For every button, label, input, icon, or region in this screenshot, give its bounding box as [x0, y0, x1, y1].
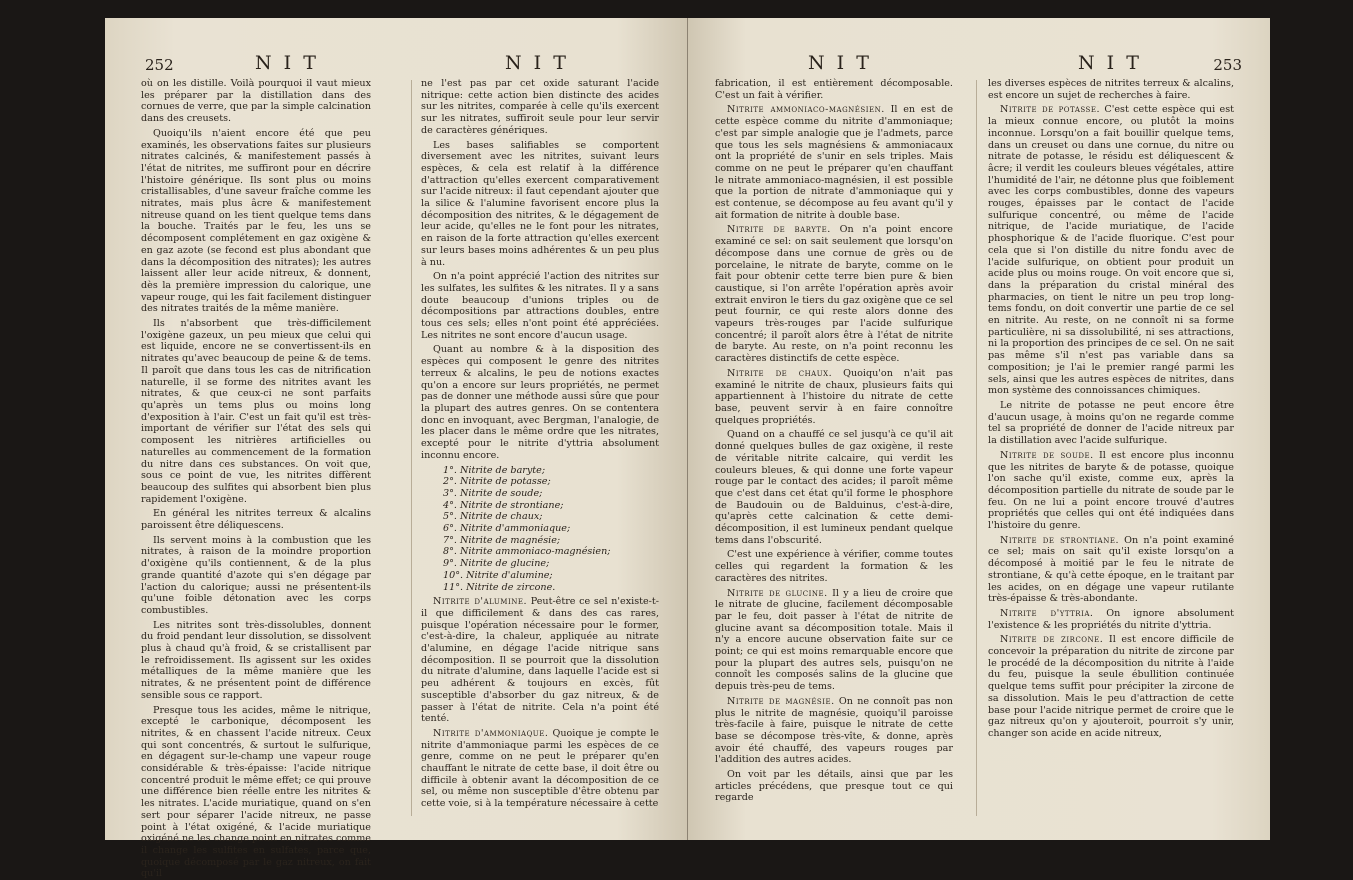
- entry-text: Peut-être ce sel n'existe-t-il que difficilement & dans des cas rares, puisque l'opération nécessaire pour le former, c'est-à-dire, la chaleur, appliquée au nitrate d'alumine, en dégage l'acide nitrique sans décomposition. Il se pourroit que la dissolution du nitrate d'alumine, dans laquelle l'acide est si peu adhérent & toujours en excès, fût susceptible d'absorber du gaz nitreux, & de passer à l'état de nitrite. Cela n'a point été tenté.: [421, 596, 659, 725]
- list-item: 1°. Nitrite de baryte;: [443, 464, 546, 476]
- entry-heading: Nitrite de chaux.: [727, 367, 833, 379]
- head-word: N I T: [255, 52, 319, 74]
- column-rule: [976, 80, 977, 816]
- paragraph: fabrication, il est entièrement décomposable. C'est un fait à vérifier.: [715, 78, 953, 101]
- right-page: [688, 18, 1270, 840]
- running-head: [105, 52, 687, 76]
- head-word: N I T: [808, 52, 872, 74]
- head-word: N I T: [1078, 52, 1142, 74]
- list-item: 2°. Nitrite de potasse;: [443, 476, 551, 488]
- entry-heading: Nitrite ammoniaco-magnésien.: [727, 104, 885, 116]
- entry-heading: Nitrite de glucine.: [727, 587, 828, 599]
- paragraph: Le nitrite de potasse ne peut encore être d'aucun usage, à moins qu'on ne regarde comme tel sa propriété de donner de l'acide nitreux par la distillation avec l'acide sulfurique.: [988, 399, 1234, 447]
- entry-heading: Nitrite de soude.: [1000, 449, 1094, 461]
- list-item: 9°. Nitrite de glucine;: [443, 558, 550, 570]
- entry-paragraph: [715, 224, 953, 364]
- entry-paragraph: [715, 104, 953, 221]
- paragraph: Les nitrites sont très-dissolubles, donnent du froid pendant leur dissolution, se dissolvent plus à chaud qu'à froid, & se cristallisent par le refroidissement. Ils agissent sur les oxides métalliques de la même manière que les nitrates, & ne présentent point de différence sensible sous ce rapport.: [141, 619, 371, 701]
- paragraph: On n'a point apprécié l'action des nitrites sur les sulfates, les sulfites & les nitrates. Il y a sans doute beaucoup d'unions triples ou de décompositions par attractions doubles, entre tous ces sels; elles n'ont point été appréciées. Les nitrites ne sont encore d'aucun usage.: [421, 271, 659, 341]
- paragraph: ne l'est pas par cet oxide saturant l'acide nitrique: cette action bien distincte des acides sur les nitrites, comparée à celle qu'ils exercent sur les nitrates, suffiroit seule pour leur servir de caractères génériques.: [421, 78, 659, 136]
- paragraph: Les bases salifiables se comportent diversement avec les nitrites, suivant leurs espèces, & cela est relatif à la différence d'attraction qu'elles exercent comparativement sur l'acide nitreux: il faut cependant ajouter que la silice & l'alumine favorisent encore plus la décomposition des nitrites, & le dégagement de leur acide, qu'elles ne le font pour les nitrates, en raison de la forte attraction qu'elles exercent sur leurs bases moins adhérentes & un peu plus à nu.: [421, 139, 659, 268]
- entry-heading: Nitrite d'yttria.: [1000, 607, 1094, 619]
- entry-text: Il en est de cette espèce comme du nitrite d'ammoniaque; c'est par simple analogie que je l'admets, parce que tous les sels magnésiens & ammoniacaux ont la propriété de s'unir en sels triples. Mais comme on ne peut le préparer qu'en chauffant le nitrate ammoniaco-magnésien, il est possible que la portion de nitrate d'ammoniaque qui y est contenue, se décompose au feu avant qu'il y ait formation de nitrite à double base.: [715, 104, 953, 221]
- paragraph: Ils n'absorbent que très-difficilement l'oxigène gazeux, un peu mieux que celui qui est liquide, encore ne se convertissent-ils en nitrates qu'avec beaucoup de peine & de tems. Il paroît que dans tous les cas de nitrification naturelle, il se forme des nitrites avant les nitrates, & que ceux-ci ne sont parfaits qu'après un tems plus ou moins long d'exposition à l'air. C'est un fait qu'il est très-important de vérifier sur l'état des sels qui composent les nitrières artificielles ou naturelles au commencement de la formation du nitre dans ces substances. On voit que, sous ce point de vue, les nitrites diffèrent beaucoup des sulfites qui absorbent bien plus rapidement l'oxigène.: [141, 318, 371, 505]
- text-column: [988, 78, 1234, 822]
- entry-heading: Nitrite de potasse.: [1000, 104, 1100, 116]
- paragraph: C'est une expérience à vérifier, comme toutes celles qui regardent la formation & les caractères des nitrites.: [715, 549, 953, 584]
- entry-text: Quoique je compte le nitrite d'ammoniaque parmi les espèces de ce genre, comme on ne peut le préparer qu'en chauffant le nitrate de cette base, il doit être ou difficile à obtenir avant la décomposition de ce sel, ou même non susceptible d'être obtenu par cette voie, si à la température nécessaire à cette: [421, 727, 659, 810]
- list-item: 11°. Nitrite de zircone.: [443, 581, 556, 593]
- entry-paragraph: [421, 728, 659, 810]
- entry-text: C'est cette espèce qui est la mieux connue encore, ou plutôt la moins inconnue. Lorsqu'on a fait bouillir quelque tems, dans un creuset ou dans une cornue, du nitre ou nitrate de potasse, le résidu est déliquescent & âcre; il verdit les couleurs bleues végétales, attire l'humidité de l'air, ne détonne plus que foiblement avec les corps combustibles, donne des vapeurs rouges, épaisses par le contact de l'acide sulfurique concentré, ou même de l'acide nitrique, de l'acide muriatique, de l'acide phosphorique & de l'acide fluorique. C'est pour cela que si l'on distille du nitre fondu avec de l'acide sulfurique, on obtient pour produit un acide plus ou moins rouge. On voit encore que si, dans la préparation du cristal minéral des pharmacies, on tient le nitre un peu trop long-tems fondu, on doit convertir une partie de ce sel en nitrite. Au reste, on ne connoît ni sa forme particulière, ni sa dissolubilité, ni ses attractions, ni la proportion des principes de ce sel. On ne sait pas même s'il n'est pas variable dans sa composition; je l'ai le premier rangé parmi les sels, ainsi que les autres espèces de nitrites, dans mon système des connoissances chimiques.: [988, 104, 1234, 397]
- paragraph: Ils servent moins à la combustion que les nitrates, à raison de la moindre proportion d'oxigène qu'ils contiennent, & de la plus grande quantité d'azote qui s'en dégage par l'action du calorique; aussi ne présentent-ils qu'une foible détonation avec les corps combustibles.: [141, 534, 371, 616]
- entry-text: Il est encore difficile de concevoir la préparation du nitrite de zircone par le procédé de la décomposition du nitrite à l'aide du feu, puisque la seule ébullition continuée quelque tems suffit pour précipiter la zircone de sa dissolution. Mais le peu d'attraction de cette base pour l'acide nitrique permet de croire que le gaz nitreux qu'on y ajouteroit, pourroit s'y unir, changer son acide en acide nitreux,: [988, 634, 1234, 739]
- entry-text: On ne connoît pas non plus le nitrite de magnésie, quoiqu'il paroisse très-facile à faire, puisque le nitrate de cette base se décompose très-vîte, & donne, après avoir été chauffé, des vapeurs rouges par l'addition des autres acides.: [715, 695, 953, 766]
- entry-paragraph: [421, 596, 659, 725]
- page-number: 253: [1213, 56, 1242, 74]
- column-rule: [411, 80, 412, 816]
- paragraph: Presque tous les acides, même le nitrique, excepté le carbonique, décomposent les nitrites, & en chassent l'acide nitreux. Ceux qui sont concentrés, & surtout le sulfurique, en dégagent sur-le-champ une vapeur rouge considérable & très-épaisse: l'acide nitrique concentré produit le même effet; ce qui prouve une différence bien réelle entre les nitrites & les nitrates. L'acide muriatique, quand on s'en sert pour séparer l'acide nitreux, ne passe point à l'état oxigéné, & l'acide muriatique oxigéné ne les change point en nitrates comme il change les sulfites en sulfates, parce que, quoique décomposé par le gaz nitreux, on fait qu'il: [141, 704, 371, 880]
- running-head: [688, 52, 1270, 76]
- paragraph: Quand on a chauffé ce sel jusqu'à ce qu'il ait donné quelques bulles de gaz oxigène, il reste de véritable nitrite calcaire, qui verdit les couleurs bleues, & qui donne une forte vapeur rouge par le contact des acides; il paroît même que c'est dans cet état qu'il forme le phosphore de Baudouin ou de Balduinus, c'est-à-dire, qu'après cette calcination & cette demi-décomposition, il est lumineux pendant quelque tems dans l'obscurité.: [715, 429, 953, 546]
- list-item: 7°. Nitrite de magnésie;: [443, 534, 561, 546]
- entry-paragraph: [715, 368, 953, 427]
- entry-text: Il est encore plus inconnu que les nitrites de baryte & de potasse, quoique l'on sache qu'il existe, comme eux, après la décomposition partielle du nitrate de soude par le feu. On ne lui a point encore trouvé d'autres propriétés que celles qui ont été indiquées dans l'histoire du genre.: [988, 449, 1235, 532]
- entry-heading: Nitrite de strontiane.: [1000, 534, 1120, 546]
- paragraph: Quant au nombre & à la disposition des espèces qui composent le genre des nitrites terreux & alcalins, le peu de notions exactes qu'on a encore sur leurs propriétés, ne permet pas de donner une méthode aussi sûre que pour la plupart des autres genres. On se contentera donc en invoquant, avec Bergman, l'analogie, de les placer dans le même ordre que les nitrates, excepté pour le nitrite d'yttria absolument inconnu encore.: [421, 344, 659, 461]
- list-item: 8°. Nitrite ammoniaco-magnésien;: [443, 546, 611, 558]
- entry-text: On ignore absolument l'existence & les propriétés du nitrite d'yttria.: [988, 607, 1235, 631]
- text-column: [421, 78, 659, 822]
- text-column: [141, 78, 371, 880]
- list-item: 4°. Nitrite de strontiane;: [443, 499, 564, 511]
- entry-heading: Nitrite de baryte.: [727, 224, 831, 236]
- page-number: 252: [145, 56, 174, 74]
- entry-heading: Nitrite de zircone.: [1000, 634, 1104, 646]
- entry-heading: Nitrite de magnésie.: [727, 695, 835, 707]
- entry-paragraph: [988, 535, 1234, 605]
- text-column: [715, 78, 953, 822]
- paragraph: On voit par les détails, ainsi que par les articles précédens, que presque tout ce qui regarde: [715, 769, 953, 804]
- entry-text: Il y a lieu de croire que le nitrate de glucine, facilement décomposable par le feu, doit passer à l'état de nitrite de glucine avant sa décomposition totale. Mais il n'y a encore aucune observation faite sur ce point; ce qui est moins remarquable encore que pour la plupart des autres sels, puisqu'on ne connoît les composés salins de la glucine que depuis très-peu de tems.: [715, 587, 953, 693]
- species-list: [443, 465, 659, 594]
- head-word: N I T: [505, 52, 569, 74]
- entry-paragraph: [988, 104, 1234, 397]
- paragraph: En général les nitrites terreux & alcalins paroissent être déliquescens.: [141, 508, 371, 532]
- entry-paragraph: [715, 696, 953, 766]
- paragraph: où on les distille. Voilà pourquoi il vaut mieux les préparer par la distillation dans des cornues de verre, que par la simple calcination dans des creusets.: [141, 78, 371, 125]
- list-item: 5°. Nitrite de chaux;: [443, 511, 543, 523]
- entry-paragraph: [988, 634, 1234, 739]
- entry-heading: Nitrite d'ammoniaque.: [433, 727, 549, 739]
- entry-text: On n'a point encore examiné ce sel: on sait seulement que lorsqu'on décompose dans une cornue de grès ou de porcelaine, le nitrate de baryte, comme on le fait pour obtenir cette terre bien pure & bien caustique, si l'on arrête l'opération après avoir extrait environ le tiers du gaz oxigène que ce sel peut fournir, ce qui reste alors donne des vapeurs très-rouges par l'acide sulfurique concentré; il paroît alors être à l'état de nitrite de baryte. Au reste, on n'a point reconnu les caractères distinctifs de cette espèce.: [715, 224, 953, 365]
- entry-text: On n'a point examiné ce sel; mais on sait qu'il existe lorsqu'on a décomposé à moitié par le feu le nitrate de strontiane, & qu'à cette époque, en le traitant par les acides, on en dégage une vapeur rutilante très-épaisse & très-abondante.: [988, 534, 1234, 605]
- entry-paragraph: [988, 450, 1234, 532]
- list-item: 10°. Nitrite d'alumine;: [443, 569, 553, 581]
- entry-paragraph: [988, 608, 1234, 631]
- paragraph: Quoiqu'ils n'aient encore été que peu examinés, les observations faites sur plusieurs nitrates calcinés, & manifestement passés à l'état de nitrites, me suffiront pour en décrire l'histoire générique. Ils sont plus ou moins cristallisables, d'une saveur fraîche comme les nitrates, mais plus âcre & manifestement nitreuse quand on les tient quelque tems dans la bouche. Traités par le feu, les uns se décomposent complétement en gaz oxigène & en gaz azote (se fecond est plus abondant que dans la décomposition des nitrates); les autres laissent aller leur acide nitreux, & donnent, dès la première impression du calorique, une vapeur rouge, qui les fait facilement distinguer des nitrates traités de la même manière.: [141, 127, 371, 315]
- left-page: [105, 18, 687, 880]
- book-spread: [105, 18, 1270, 880]
- list-item: 3°. Nitrite de soude;: [443, 487, 543, 499]
- paragraph: les diverses espèces de nitrites terreux & alcalins, est encore un sujet de recherches à faire.: [988, 78, 1234, 101]
- entry-heading: Nitrite d'alumine.: [433, 596, 528, 608]
- entry-text: Quoiqu'on n'ait pas examiné le nitrite de chaux, plusieurs faits qui appartiennent à l'histoire du nitrate de cette base, peuvent servir à en faire connoître quelques propriétés.: [715, 367, 953, 426]
- list-item: 6°. Nitrite d'ammoniaque;: [443, 523, 571, 535]
- entry-paragraph: [715, 588, 953, 693]
